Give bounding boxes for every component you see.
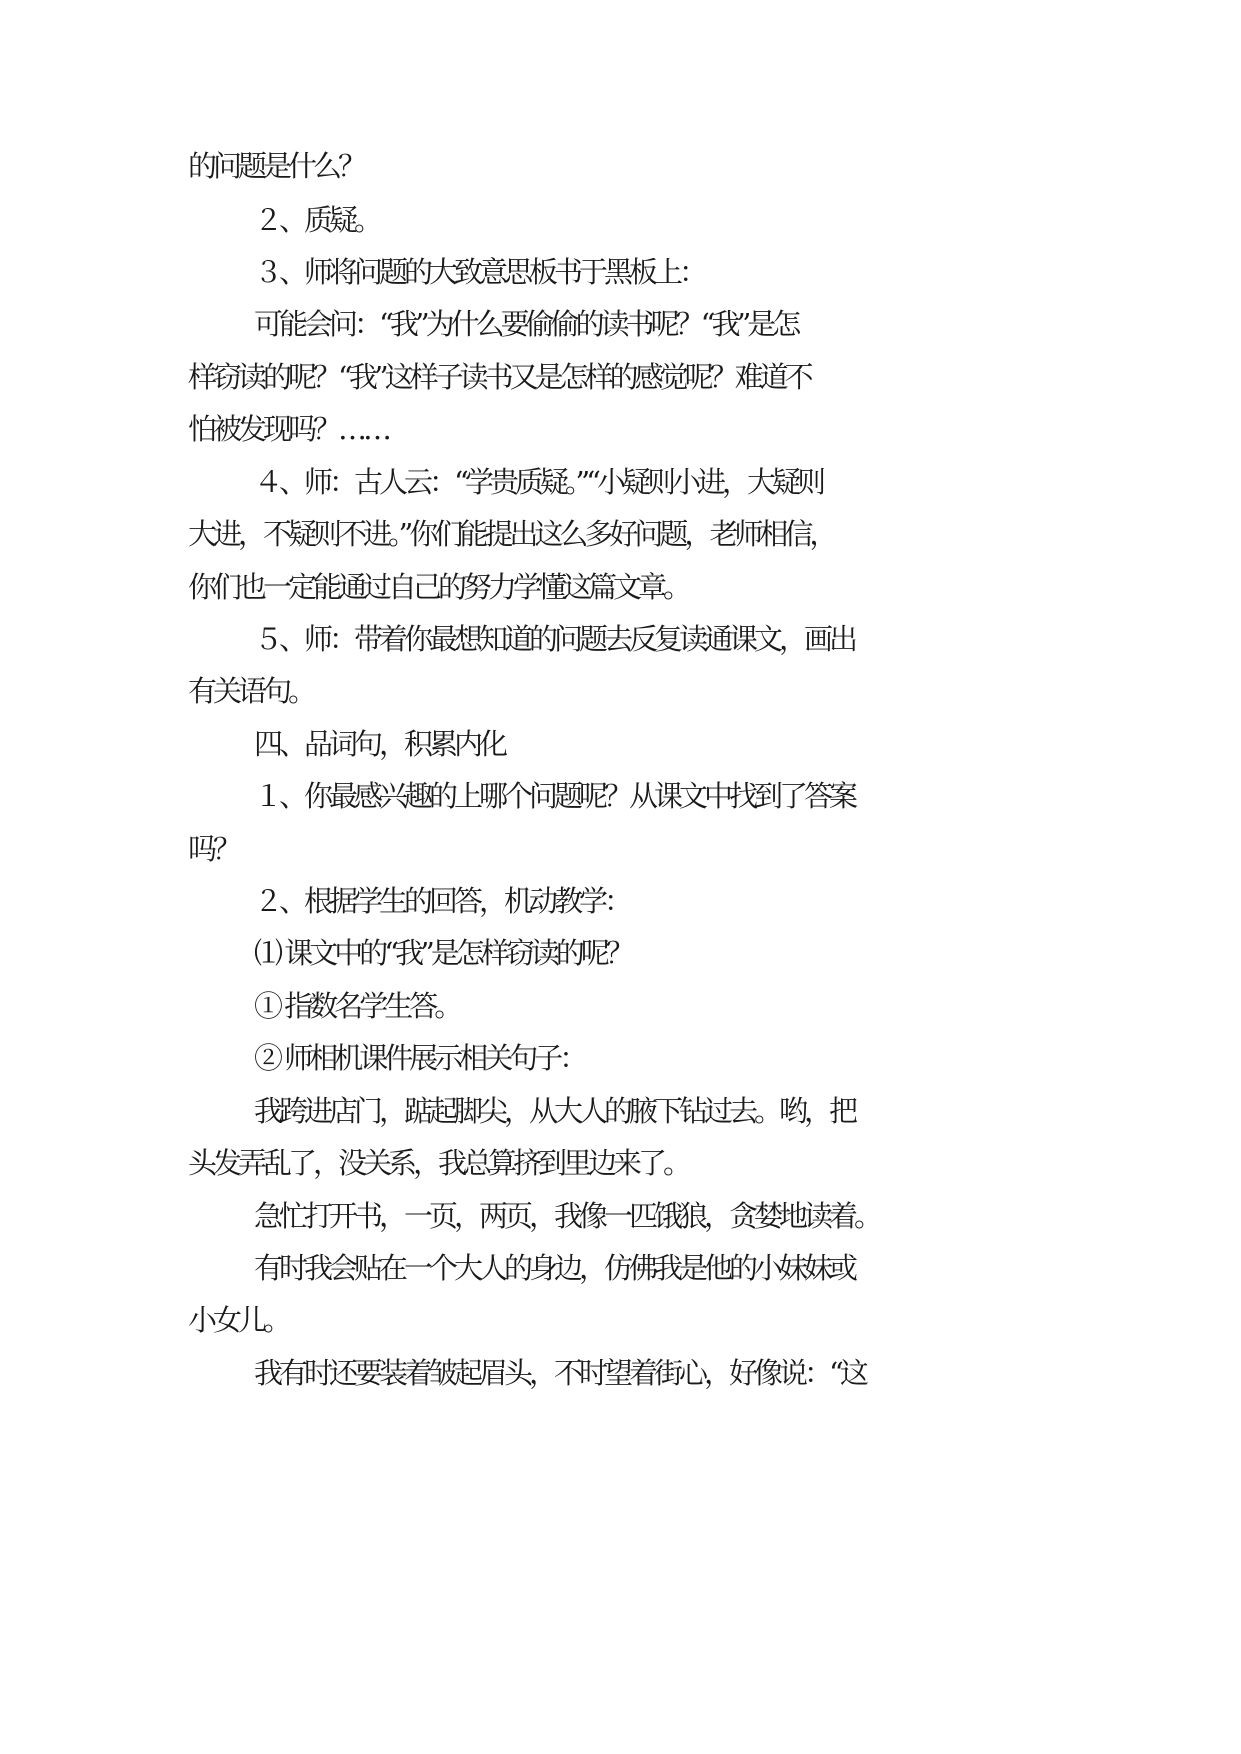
text-line: 的问题是什么？ (188, 149, 364, 183)
text-line: ２、质疑。 (254, 203, 380, 237)
text-line: 有关语句。 (188, 674, 314, 708)
text-line: 大进，不疑则不进。”你们能提出这么多好问题，老师相信， (188, 517, 835, 551)
text-line: ① 指数名学生答。 (254, 989, 460, 1023)
text-line: 头发弄乱了，没关系，我总算挤到里边来了。 (188, 1146, 689, 1180)
text-line: 急忙打开书，一页，两页，我像一匹饿狼，贪婪地读着。 (254, 1199, 880, 1233)
text-line: ２、根据学生的回答，机动教学： (254, 884, 630, 918)
text-line: 怕被发现吗？…… (188, 412, 389, 446)
text-line: 吗？ (188, 832, 239, 866)
text-line: 你们也一定能通过自己的努力学懂这篇文章。 (188, 570, 689, 604)
text-line: 样窃读的呢？“我”这样子读书又是怎样的感觉呢？难道不 (188, 360, 810, 394)
text-line: 有时我会贴在一个大人的身边，仿佛我是他的小妹妹或 (254, 1251, 855, 1285)
text-line: 我有时还要装着皱起眉头，不时望着街心，好像说：“这 (254, 1356, 865, 1390)
text-line: ４、师：古人云：“学贵质疑。”“小疑则小进，大疑则 (254, 465, 822, 499)
text-line: １、你最感兴趣的上哪个问题呢？从课文中找到了答案 (254, 779, 855, 813)
text-line: ⑴ 课文中的“我”是怎样窃读的呢？ (254, 936, 631, 970)
section-heading: 四、品词句，积累内化 (254, 727, 505, 761)
text-line: 小女儿。 (188, 1303, 289, 1337)
text-line: 我跨进店门，踮起脚尖，从大人的腋下钻过去。哟，把 (254, 1094, 855, 1128)
text-line: ３、师将问题的大致意思板书于黑板上： (254, 255, 705, 289)
text-line: ５、师：带着你最想知道的问题去反复读通课文，画出 (254, 622, 855, 656)
text-line: 可能会问：“我”为什么要偷偷的读书呢？“我”是怎 (254, 307, 798, 341)
text-line: ② 师相机课件展示相关句子： (254, 1041, 585, 1075)
